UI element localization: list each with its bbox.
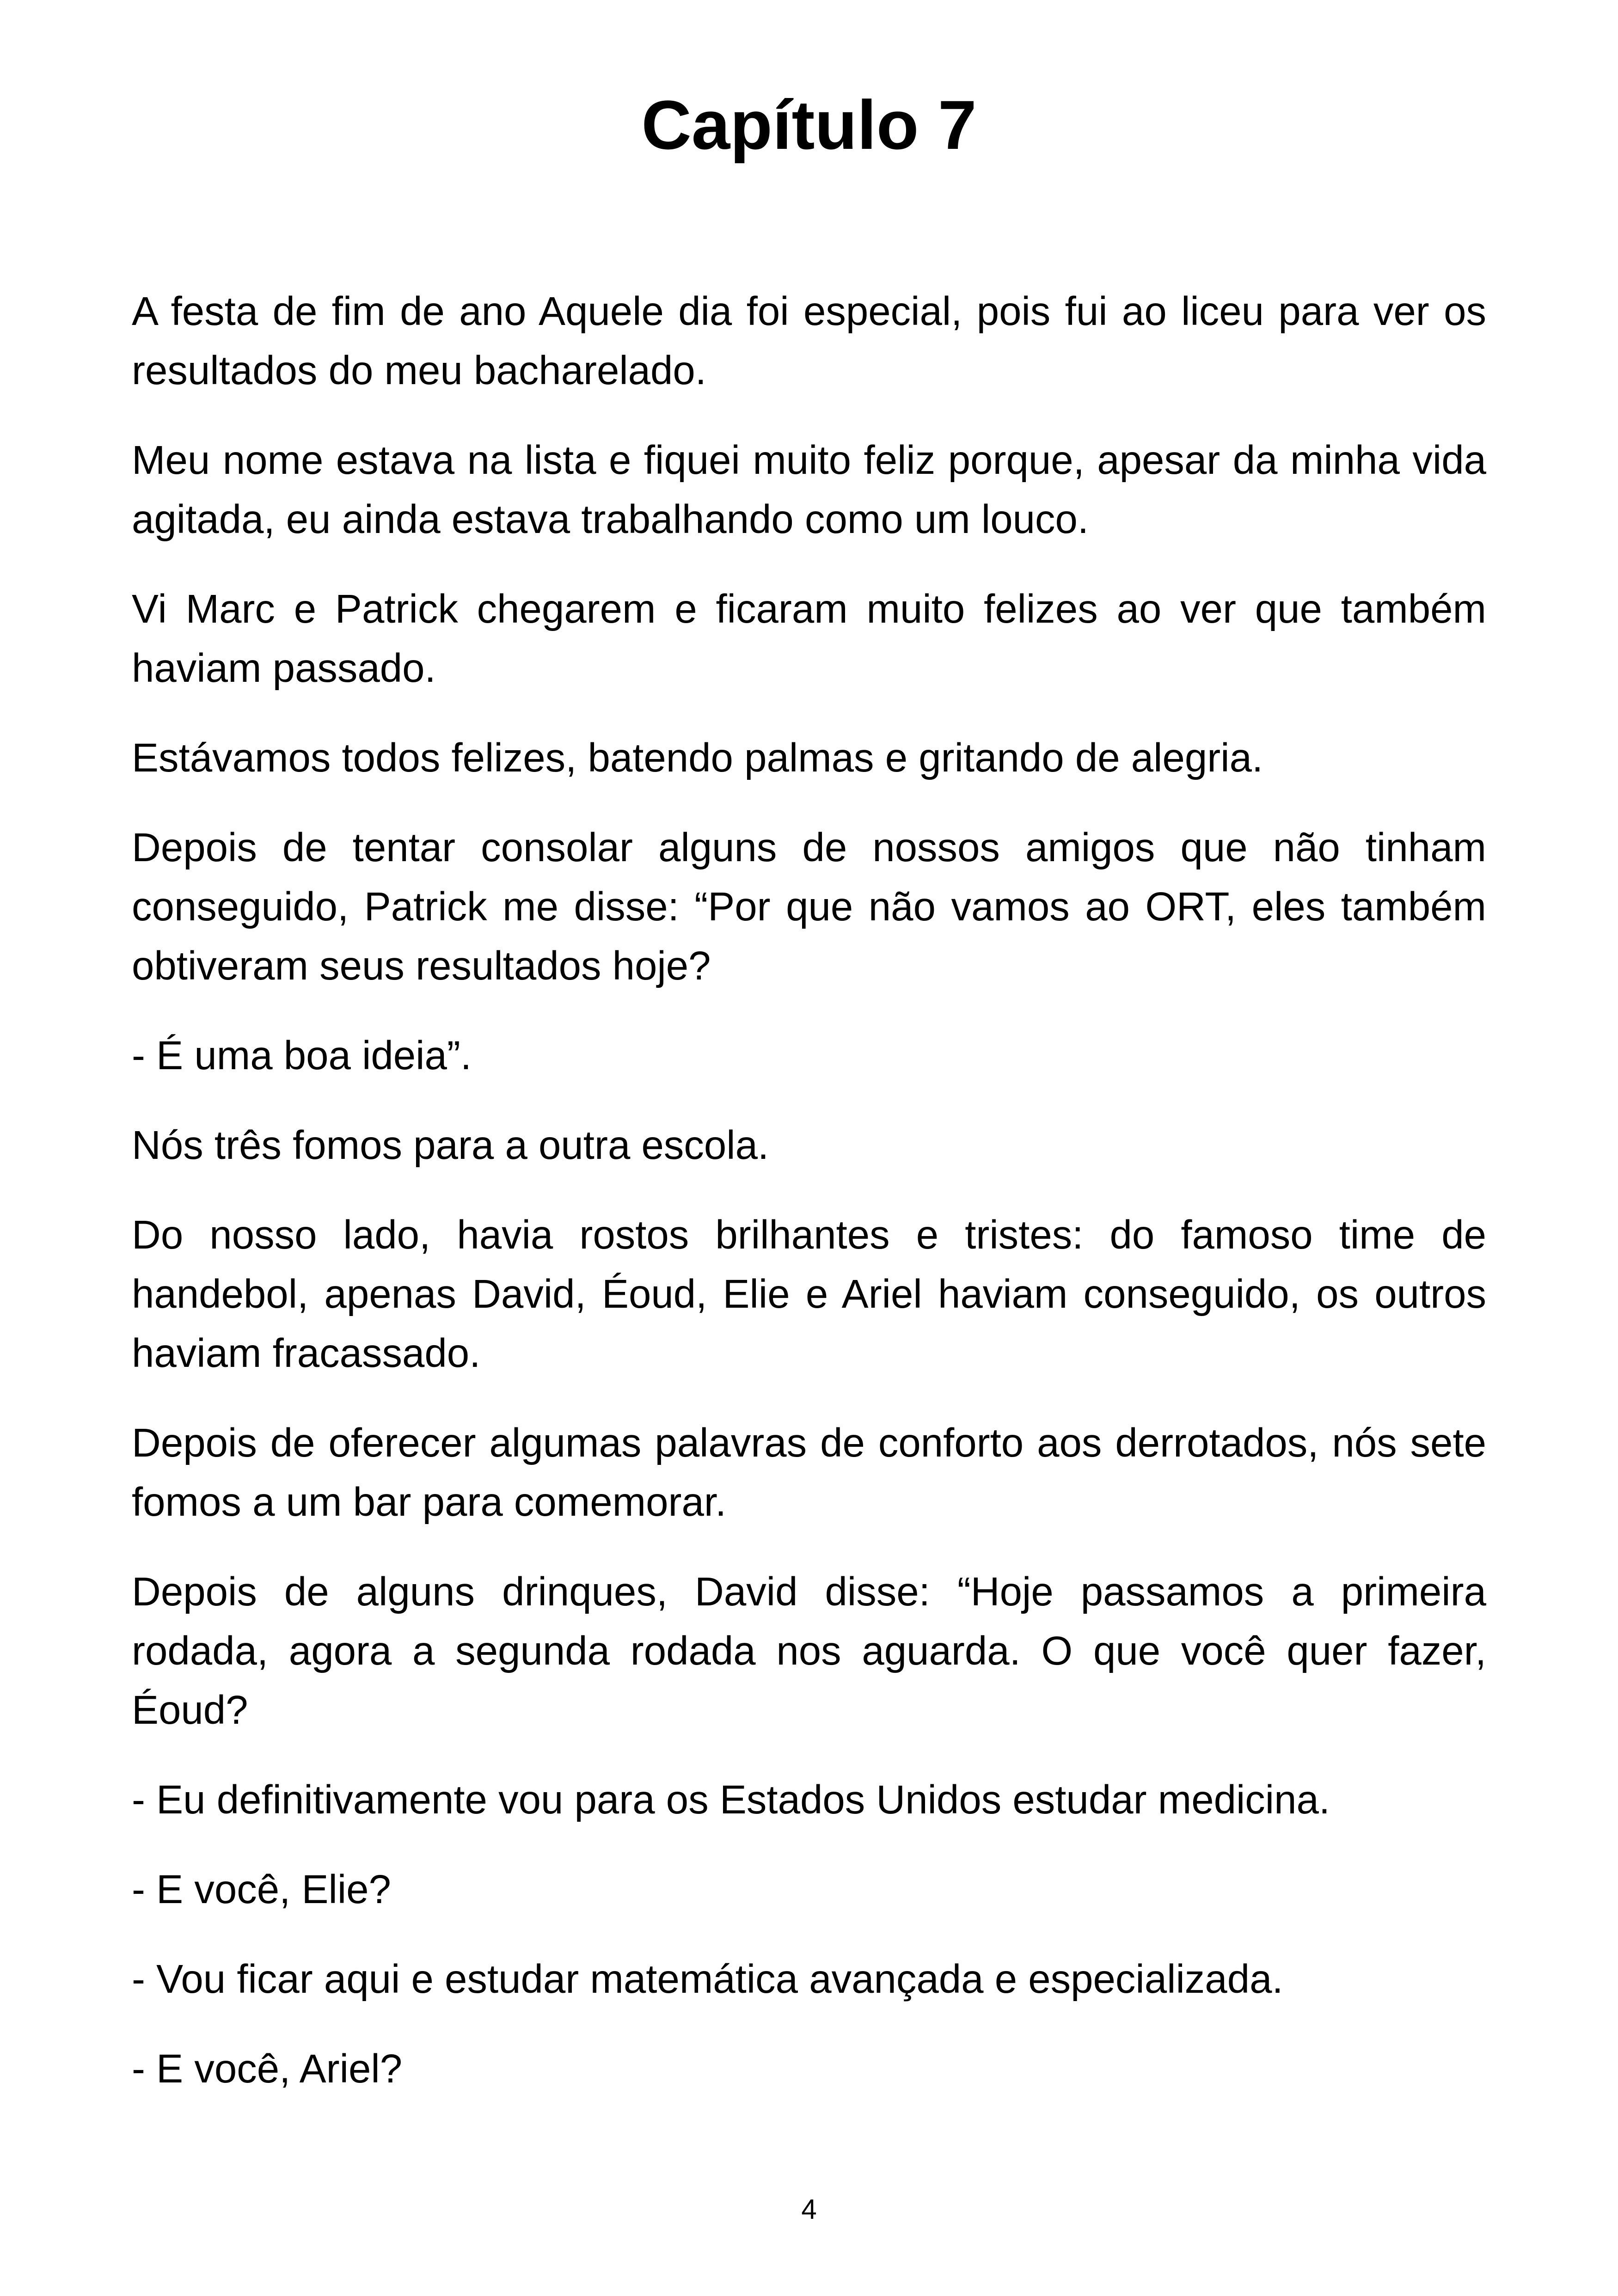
paragraph: Meu nome estava na lista e fiquei muito feliz porque, apesar da minha vida agitada, eu ainda estava trabalhando como um louco. <box>132 438 1486 542</box>
paragraph: Depois de tentar consolar alguns de nossos amigos que não tinham conseguido, Patrick me disse: “Por que não vamos ao ORT, eles também obtiveram seus resultados hoje? <box>132 825 1486 988</box>
paragraph: Do nosso lado, havia rostos brilhantes e tristes: do famoso time de handebol, apenas David, Éoud, Elie e Ariel haviam conseguido, os outros haviam fracassado. <box>132 1212 1486 1376</box>
chapter-body <box>132 282 1486 2129</box>
paragraph: - E você, Ariel? <box>132 2046 403 2091</box>
paragraph: Nós três fomos para a outra escola. <box>132 1123 769 1168</box>
page-number: 4 <box>801 2194 817 2225</box>
paragraph: - E você, Elie? <box>132 1867 391 1912</box>
paragraph: - Eu definitivamente vou para os Estados Unidos estudar medicina. <box>132 1777 1330 1822</box>
paragraph: Estávamos todos felizes, batendo palmas e gritando de alegria. <box>132 735 1263 780</box>
paragraph: Depois de alguns drinques, David disse: “Hoje passamos a primeira rodada, agora a segunda rodada nos aguarda. O que você quer fazer, Éoud? <box>132 1569 1486 1733</box>
paragraph: - É uma boa ideia”. <box>132 1033 472 1078</box>
paragraph: A festa de fim de ano Aquele dia foi especial, pois fui ao liceu para ver os resultados do meu bacharelado. <box>132 289 1486 393</box>
paragraph: Vi Marc e Patrick chegarem e ficaram muito felizes ao ver que também haviam passado. <box>132 587 1486 691</box>
paragraph: Depois de oferecer algumas palavras de conforto aos derrotados, nós sete fomos a um bar para comemorar. <box>132 1420 1486 1525</box>
paragraph: - Vou ficar aqui e estudar matemática avançada e especializada. <box>132 1957 1283 2002</box>
chapter-title: Capítulo 7 <box>641 86 977 164</box>
